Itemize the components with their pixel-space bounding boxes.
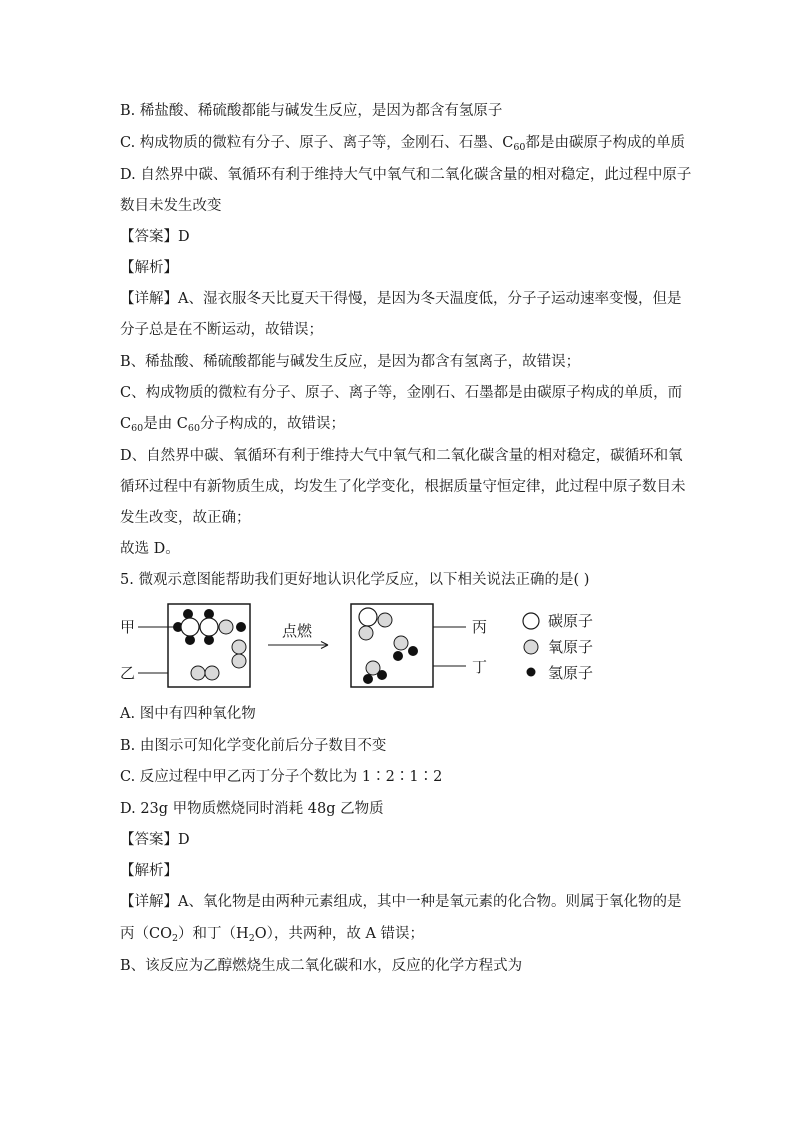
oxygen-molecule — [191, 666, 219, 680]
text-segment: 丙（CO — [120, 926, 172, 942]
explain-d-q4: D、自然界中碳、氧循环有利于维持大气中氧气和二氧化碳含量的相对稳定，碳循环和氧 — [120, 448, 683, 464]
water-molecule — [363, 661, 387, 684]
option-d-q4-cont: 数目未发生改变 — [120, 198, 222, 214]
oxygen-atom — [205, 666, 219, 680]
text-segment: 都是由碳原子构成的单质 — [525, 135, 685, 151]
reaction-diagram — [118, 600, 618, 695]
subscript: 60 — [131, 423, 144, 434]
carbon-atom — [359, 608, 377, 626]
legend-carbon-icon — [523, 613, 539, 629]
explain-b-q4: B、稀盐酸、稀硫酸都能与碱发生反应，是因为都含有氢离子，故错误； — [120, 354, 581, 370]
explain-c-q4: C、构成物质的微粒有分子、原子、离子等，金刚石、石墨都是由碳原子构成的单质，而 — [120, 385, 683, 401]
hydrogen-atom — [393, 651, 403, 661]
explain-a-q5: 【详解】A、氧化物是由两种元素组成，其中一种是氧元素的化合物。则属于氧化物的是 — [120, 894, 682, 910]
oxygen-atom — [232, 640, 246, 654]
legend-oxygen-label: 氧原子 — [548, 638, 594, 656]
explain-a-q4-cont: 分子总是在不断运动，故错误； — [120, 322, 323, 338]
option-c-q4 — [120, 133, 685, 155]
option-b-q4: B. 稀盐酸、稀硫酸都能与碱发生反应，是因为都含有氢原子 — [120, 103, 503, 119]
carbon-atom — [181, 618, 199, 636]
analysis-label-q4: 【解析】 — [120, 260, 178, 276]
oxygen-atom — [232, 654, 246, 668]
ethanol-molecule — [173, 609, 246, 645]
hydrogen-atom — [363, 674, 373, 684]
label-bing: 丙 — [472, 618, 488, 636]
oxygen-atom — [359, 626, 373, 640]
hydrogen-atom — [183, 609, 193, 619]
oxygen-atom — [394, 636, 408, 650]
label-ding: 丁 — [472, 658, 488, 676]
hydrogen-atom — [236, 622, 246, 632]
option-a-q5: A. 图中有四种氧化物 — [120, 706, 256, 722]
text-segment: 分子构成的，故错误； — [200, 416, 346, 432]
conclusion-q4: 故选 D。 — [120, 541, 180, 557]
option-b-q5: B. 由图示可知化学变化前后分子数目不变 — [120, 738, 387, 754]
oxygen-atom — [378, 613, 392, 627]
oxygen-atom — [191, 666, 205, 680]
answer-label-q4: 【答案】D — [120, 229, 190, 245]
carbon-atom — [200, 618, 218, 636]
explain-a-q4: 【详解】A、湿衣服冬天比夏天干得慢，是因为冬天温度低，分子子运动速率变慢，但是 — [120, 291, 682, 307]
water-molecule — [393, 636, 418, 661]
option-d-q5: D. 23g 甲物质燃烧同时消耗 48g 乙物质 — [120, 801, 384, 817]
question-5-stem: 5. 微观示意图能帮助我们更好地认识化学反应，以下相关说法正确的是( ) — [120, 572, 590, 588]
option-d-q4: D. 自然界中碳、氧循环有利于维持大气中氧气和二氧化碳含量的相对稳定，此过程中原子 — [120, 167, 692, 183]
legend — [523, 612, 593, 682]
co2-molecule — [359, 608, 392, 640]
text-segment: C — [120, 416, 132, 432]
legend-oxygen-icon — [524, 640, 538, 654]
explain-d-q4-cont1: 循环过程中有新物质生成，均发生了化学变化，根据质量守恒定律，此过程中原子数目未 — [120, 479, 686, 495]
subscript: 2 — [171, 933, 179, 944]
explain-c-q4-cont — [120, 414, 345, 436]
subscript: 60 — [513, 142, 526, 153]
option-c-q5: C. 反应过程中甲乙丙丁分子个数比为 1∶2∶1∶2 — [120, 769, 443, 785]
label-yi: 乙 — [120, 664, 136, 682]
subscript: 2 — [248, 933, 255, 944]
legend-hydrogen-icon — [527, 668, 536, 677]
explain-b-q5: B、该反应为乙醇燃烧生成二氧化碳和水，反应的化学方程式为 — [120, 958, 523, 974]
reaction-diagram-svg — [118, 600, 618, 695]
explain-d-q4-cont2: 发生改变，故正确； — [120, 510, 251, 526]
explain-a-q5-cont — [120, 924, 424, 946]
text-segment: 是由 C — [143, 416, 188, 432]
hydrogen-atom — [408, 646, 418, 656]
subscript: 60 — [187, 423, 201, 434]
text-segment: ）和丁（H — [178, 926, 249, 942]
text-segment: C. 构成物质的微粒有分子、原子、离子等，金刚石、石墨、C — [120, 135, 514, 151]
oxygen-atom — [219, 620, 233, 634]
legend-hydrogen-label: 氢原子 — [548, 664, 594, 682]
reaction-condition: 点燃 — [282, 622, 313, 640]
hydrogen-atom — [377, 670, 387, 680]
oxygen-molecule — [232, 640, 246, 668]
label-jia: 甲 — [120, 618, 136, 636]
analysis-label-q5: 【解析】 — [120, 863, 178, 879]
legend-carbon-label: 碳原子 — [548, 612, 594, 630]
answer-label-q5: 【答案】D — [120, 832, 190, 848]
text-segment: O），共两种，故 A 错误； — [254, 926, 425, 942]
